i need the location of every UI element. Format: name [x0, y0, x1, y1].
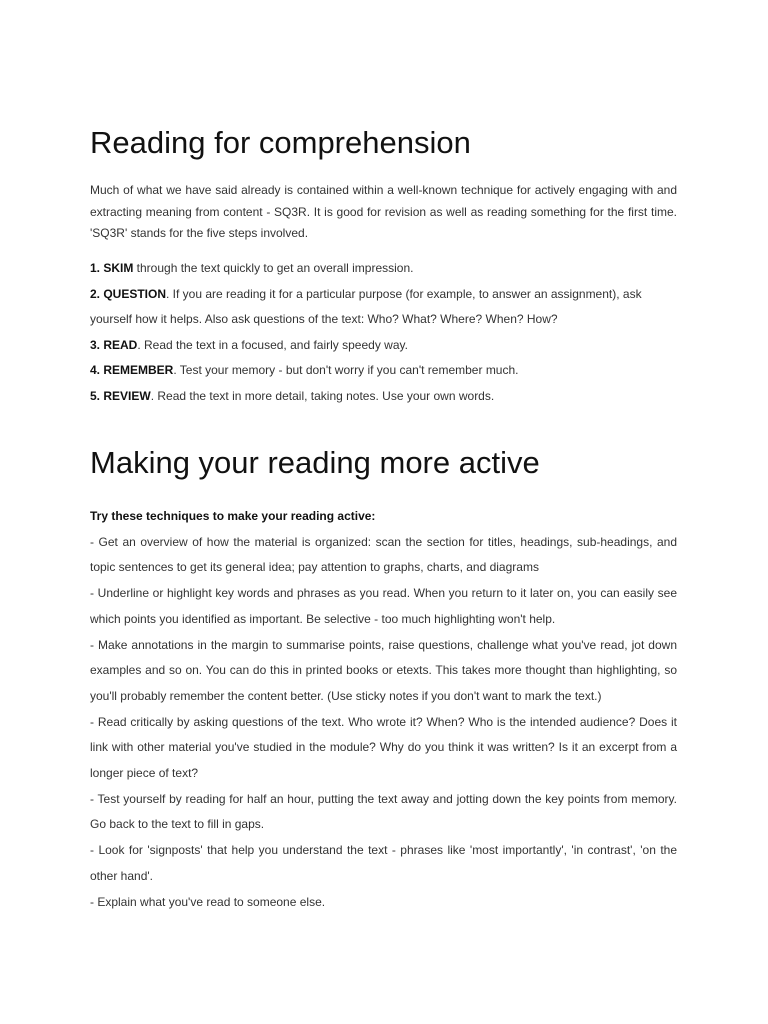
step-item-question [90, 282, 677, 333]
step-text: . If you are reading it for a particular purpose (for example, to answer an assignment), ask yourself how it helps. Also ask questions of the text: Who? What? Where? When? How? [90, 286, 642, 326]
active-reading-techniques [90, 504, 677, 915]
section-heading-comprehension: Reading for comprehension [90, 125, 471, 160]
technique-item: - Look for 'signposts' that help you understand the text - phrases like 'most importantly', 'in contrast', 'on the other hand'. [90, 843, 677, 883]
intro-paragraph: Much of what we have said already is contained within a well-known technique for actively engaging with and extracting meaning from content - SQ3R. It is good for revision as well as reading something for the first time. 'SQ3R' stands for the five steps involved. [90, 183, 677, 240]
technique-item: - Test yourself by reading for half an hour, putting the text away and jotting down the key points from memory. Go back to the text to fill in gaps. [90, 791, 677, 832]
technique-item: - Get an overview of how the material is organized: scan the section for titles, headings, sub-headings, and topic sentences to get its general idea; pay attention to graphs, charts, and diagrams [90, 534, 677, 575]
step-item-read [90, 333, 677, 359]
step-label: 1. SKIM [90, 261, 134, 275]
step-label: 5. REVIEW [90, 388, 151, 403]
step-item-review [90, 384, 677, 410]
step-text: through the text quickly to get an overall impression. [133, 261, 414, 275]
step-text: . Test your memory - but don't worry if you can't remember much. [173, 363, 519, 377]
technique-item: - Explain what you've read to someone else. [90, 894, 326, 909]
step-label: 3. READ [90, 337, 138, 352]
step-label: 4. REMEMBER [90, 363, 174, 377]
step-text: . Read the text in a focused, and fairly speedy way. [137, 337, 408, 352]
techniques-lead: Try these techniques to make your reading active: [90, 509, 376, 523]
step-label: 2. QUESTION [90, 286, 167, 301]
step-text: . Read the text in more detail, taking notes. Use your own words. [150, 388, 495, 403]
technique-item: - Underline or highlight key words and phrases as you read. When you return to it later on, you can easily see which points you identified as important. Be selective - too much highlighting won't help. [90, 586, 677, 626]
step-item-remember [90, 358, 677, 384]
section-heading-active-reading: Making your reading more active [90, 445, 540, 480]
technique-item: - Make annotations in the margin to summarise points, raise questions, challenge what you've read, jot down examples and so on. You can do this in printed books or etexts. This takes more thought than highlighting, so you'll probably remember the content better. (Use sticky notes if you don't want to mark the text.) [90, 637, 677, 703]
sq3r-steps-list [90, 256, 677, 409]
technique-item: - Read critically by asking questions of the text. Who wrote it? When? Who is the intended audience? Does it link with other material you've studied in the module? Why do you think it was written? Is it an excerpt from a longer piece of text? [90, 714, 677, 781]
step-item-skim [90, 256, 677, 282]
